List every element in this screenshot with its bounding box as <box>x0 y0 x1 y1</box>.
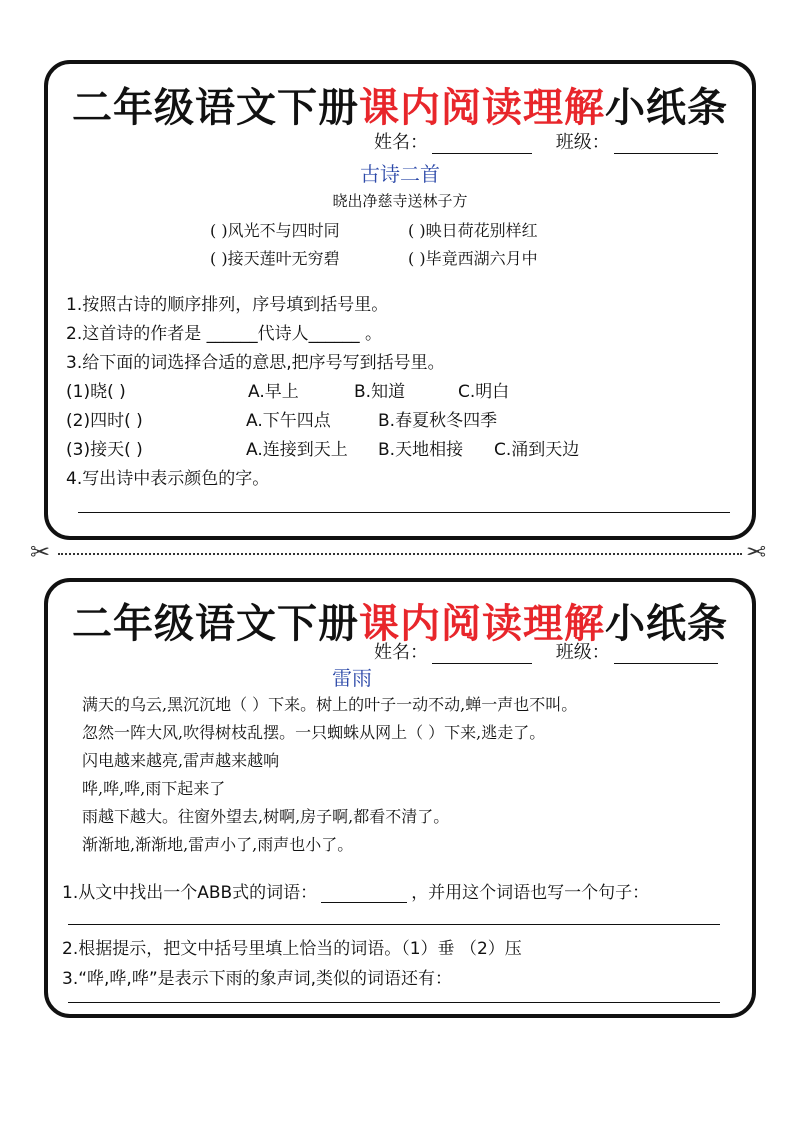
passage-line: 哗,哗,哗,雨下起来了 <box>82 779 226 798</box>
section-title: 古诗二首 <box>360 162 440 186</box>
passage-line: 渐渐地,渐渐地,雷声小了,雨声也小了。 <box>82 835 354 854</box>
choice-a: A.早上 <box>248 382 299 402</box>
scissors-icon: ✂ <box>746 538 767 566</box>
answer-line[interactable] <box>68 1002 720 1003</box>
abb-word-blank[interactable] <box>321 902 407 903</box>
title-end: 小纸条 <box>605 601 728 647</box>
section-title: 雷雨 <box>332 666 372 690</box>
name-class-row <box>374 638 736 664</box>
choice-a: A.连接到天上 <box>246 440 348 460</box>
choice-a: A.下午四点 <box>246 411 331 431</box>
question-1: 1.按照古诗的顺序排列，序号填到括号里。 <box>66 295 389 315</box>
class-label: 班级： <box>555 642 610 663</box>
question-1-part-b: ，并用这个词语也写一个句子： <box>411 883 650 903</box>
worksheet-card-2 <box>44 578 756 1018</box>
title-red: 课内阅读理解 <box>359 85 605 131</box>
poem-line: ( )映日荷花别样红 <box>408 221 538 240</box>
worksheet-card-1 <box>44 60 756 540</box>
question-3: 3.“哗,哗,哗”是表示下雨的象声词,类似的词语还有： <box>62 969 453 989</box>
passage-line: 忽然一阵大风,吹得树枝乱摆。一只蜘蛛从网上（ ）下来,逃走了。 <box>82 723 546 742</box>
poem-line: ( )风光不与四时同 <box>210 221 340 240</box>
choice-b: B.春夏秋冬四季 <box>378 411 498 431</box>
question-2: 2.这首诗的作者是 ______代诗人______ 。 <box>66 324 383 344</box>
choice-item: (3)接天( ) <box>66 440 143 460</box>
name-blank[interactable] <box>432 153 532 154</box>
title-black: 二年级语文下册 <box>72 85 359 131</box>
passage-line: 闪电越来越亮,雷声越来越响 <box>82 751 280 770</box>
name-class-row <box>374 128 736 154</box>
class-blank[interactable] <box>614 153 718 154</box>
name-label: 姓名： <box>374 642 428 663</box>
choice-b: B.知道 <box>354 382 406 402</box>
question-2: 2.根据提示，把文中括号里填上恰当的词语。（1）垂 （2）压 <box>62 939 522 959</box>
cut-line <box>58 553 742 555</box>
answer-line[interactable] <box>68 924 720 925</box>
question-4: 4.写出诗中表示颜色的字。 <box>66 469 270 489</box>
choice-item: (1)晓( ) <box>66 382 126 402</box>
scissors-icon: ✂ <box>30 538 51 566</box>
question-1 <box>62 878 649 903</box>
choice-c: C.涌到天边 <box>494 440 580 460</box>
title-black: 二年级语文下册 <box>72 601 359 647</box>
card-title <box>48 76 752 133</box>
class-label: 班级： <box>555 132 610 153</box>
answer-line[interactable] <box>78 512 730 513</box>
name-blank[interactable] <box>432 663 532 664</box>
choice-item: (2)四时( ) <box>66 411 143 431</box>
question-3: 3.给下面的词选择合适的意思,把序号写到括号里。 <box>66 353 445 373</box>
poem-line: ( )接天莲叶无穷碧 <box>210 249 340 268</box>
title-red: 课内阅读理解 <box>359 601 605 647</box>
question-1-part-a: 1.从文中找出一个ABB式的词语： <box>62 883 318 903</box>
class-blank[interactable] <box>614 663 718 664</box>
choice-c: C.明白 <box>458 382 510 402</box>
poem-line: ( )毕竟西湖六月中 <box>408 249 538 268</box>
poem-title: 晓出净慈寺送林子方 <box>332 192 468 210</box>
title-end: 小纸条 <box>605 85 728 131</box>
passage-line: 雨越下越大。往窗外望去,树啊,房子啊,都看不清了。 <box>82 807 450 826</box>
choice-b: B.天地相接 <box>378 440 464 460</box>
passage-line: 满天的乌云,黑沉沉地（ ）下来。树上的叶子一动不动,蝉一声也不叫。 <box>82 695 578 714</box>
name-label: 姓名： <box>374 132 428 153</box>
